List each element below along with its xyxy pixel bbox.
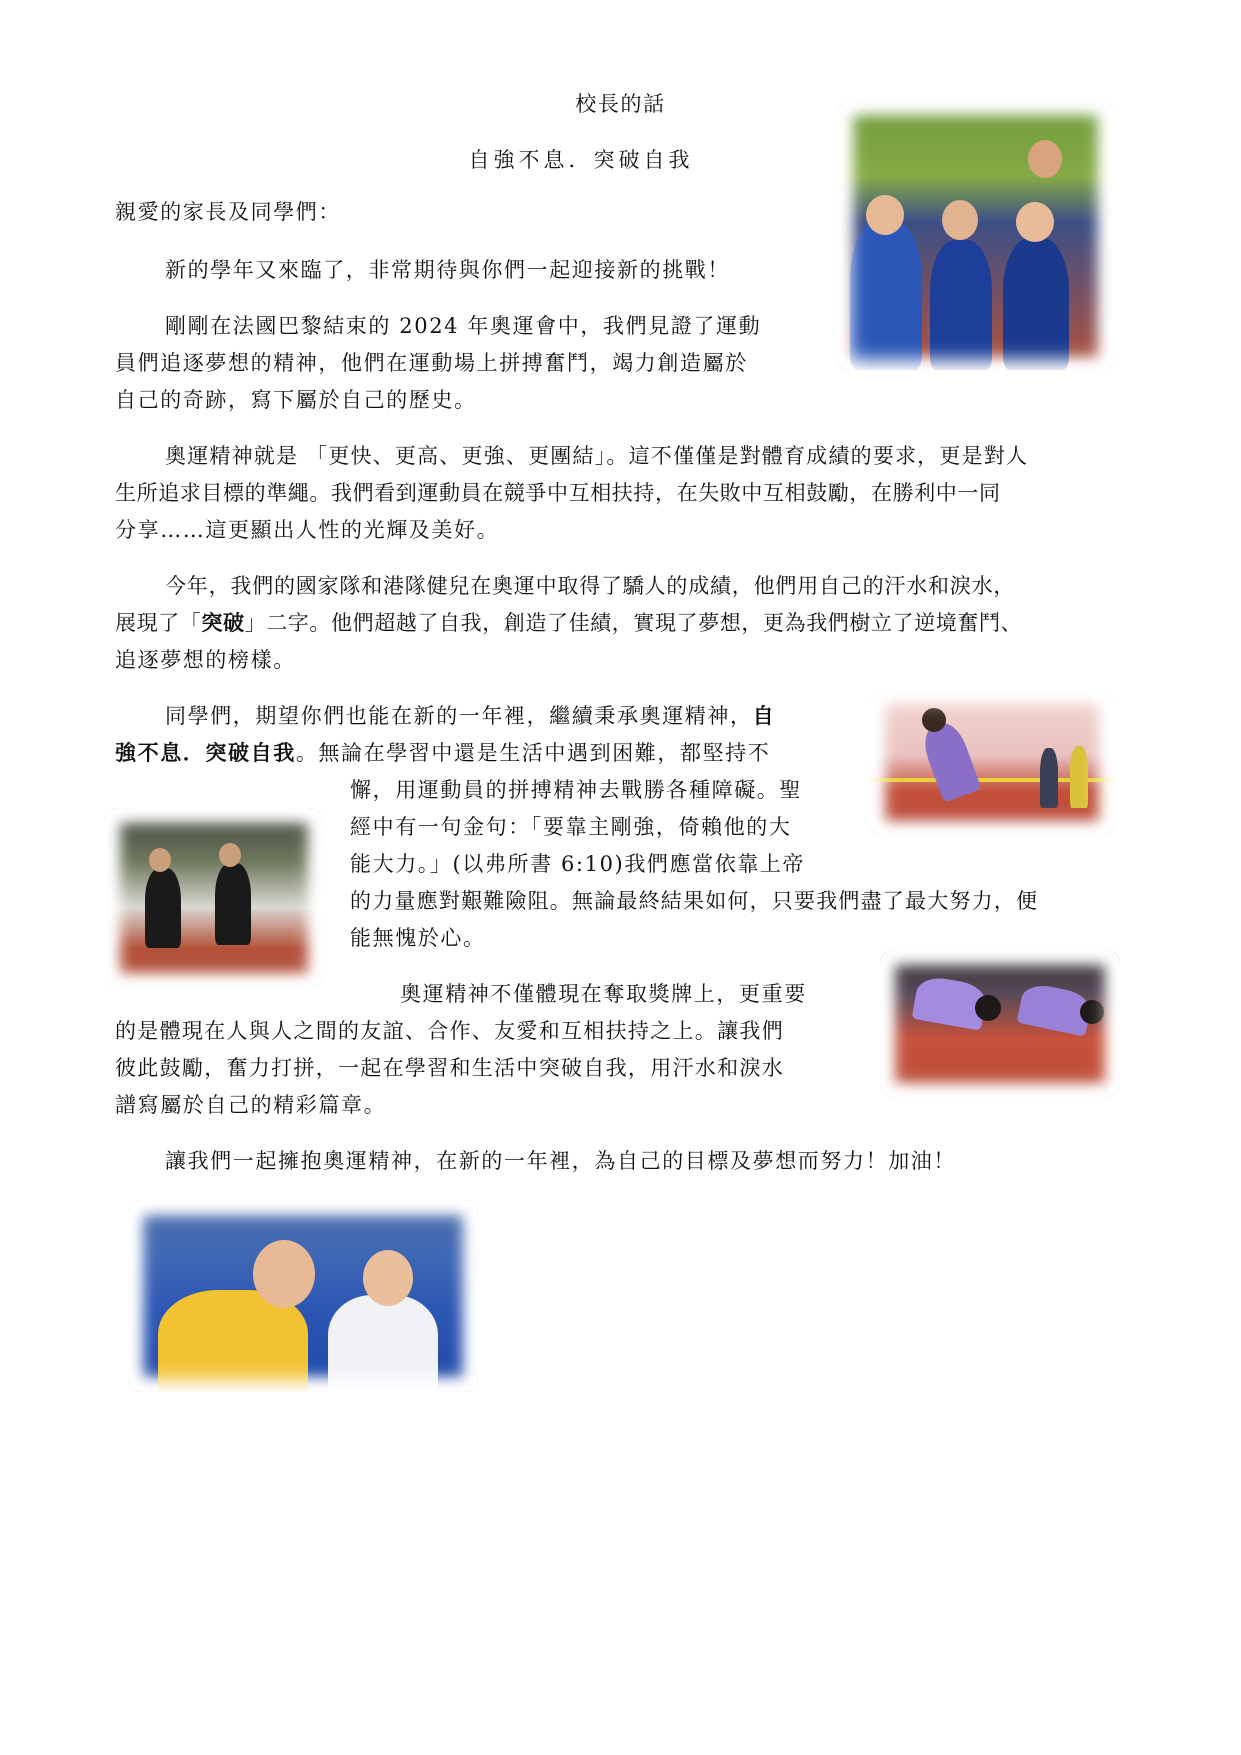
paragraph-2-line-1: 剛剛在法國巴黎結束的 2024 年奧運會中，我們見證了運動 (165, 314, 762, 338)
paragraph-5-line-4: 經中有一句金句：「要靠主剛強，倚賴他的大 (350, 815, 792, 839)
photo-high-jump (870, 688, 1114, 836)
paragraph-6-line-4: 譜寫屬於自己的精彩篇章。 (115, 1093, 387, 1117)
photo-relay-runners (105, 808, 323, 988)
page-title: 自強不息．突破自我 (468, 148, 694, 172)
photo-students-with-teacher (838, 100, 1113, 372)
emphasis-breakthrough: 突破 (201, 611, 245, 635)
header-label: 校長的話 (575, 92, 666, 116)
photo-sprint-start (880, 950, 1120, 1098)
paragraph-4-line-3: 追逐夢想的榜樣。 (115, 648, 296, 672)
paragraph-4-line-1: 今年，我們的國家隊和港隊健兒在奧運中取得了驕人的成績，他們用自己的汗水和淚水， (165, 574, 1016, 598)
figure-student-mask (850, 220, 922, 370)
paragraph-1: 新的學年又來臨了，非常期待與你們一起迎接新的挑戰！ (165, 258, 730, 282)
emphasis-motto: 強不息．突破自我 (115, 741, 296, 765)
paragraph-5-line-3: 懈，用運動員的拼搏精神去戰勝各種障礙。聖 (350, 778, 802, 802)
paragraph-3-line-1: 奧運精神就是 「更快、更高、更強、更團結」。這不僅僅是對體育成績的要求，更是對人 (165, 444, 1029, 468)
salutation: 親愛的家長及同學們： (115, 200, 341, 224)
paragraph-2-line-2: 員們追逐夢想的精神，他們在運動場上拼搏奮鬥，竭力創造屬於 (115, 351, 748, 375)
paragraph-4-line-2: 展現了「突破」二字。他們超越了自我，創造了佳績，實現了夢想，更為我們樹立了逆境奮鬥、 (115, 611, 1023, 635)
paragraph-6-line-2: 的是體現在人與人之間的友誼、合作、友愛和互相扶持之上。讓我們 (115, 1019, 784, 1043)
paragraph-7: 讓我們一起擁抱奧運精神，在新的一年裡，為自己的目標及夢想而努力！加油！ (165, 1149, 956, 1173)
paragraph-6-line-3: 彼此鼓勵，奮力打拼，一起在學習和生活中突破自我，用汗水和淚水 (115, 1056, 784, 1080)
paragraph-5-line-2: 強不息．突破自我。無論在學習中還是生活中遇到困難，都堅持不 (115, 741, 771, 765)
paragraph-3-line-2: 生所追求目標的準繩。我們看到運動員在競爭中互相扶持，在失敗中互相鼓勵，在勝利中一同 (115, 481, 1001, 505)
figure-teacher (1028, 140, 1062, 178)
paragraph-3-line-3: 分享……這更顯出人性的光輝及美好。 (115, 518, 500, 542)
paragraph-5-line-7: 能無愧於心。 (350, 926, 486, 950)
paragraph-5-line-6: 的力量應對艱難險阻。無論最終結果如何，只要我們盡了最大努力，便 (350, 889, 1039, 913)
high-jump-bar (870, 778, 1114, 782)
paragraph-5-line-1: 同學們，期望你們也能在新的一年裡，繼續秉承奧運精神，自 (165, 704, 776, 728)
paragraph-5-line-5: 能大力。」(以弗所書 6:10)我們應當依靠上帝 (350, 852, 806, 876)
photo-cheering-students (128, 1200, 478, 1392)
paragraph-2-line-3: 自己的奇跡，寫下屬於自己的歷史。 (115, 388, 477, 412)
paragraph-6-line-1: 奧運精神不僅體現在奪取獎牌上，更重要 (400, 982, 807, 1006)
